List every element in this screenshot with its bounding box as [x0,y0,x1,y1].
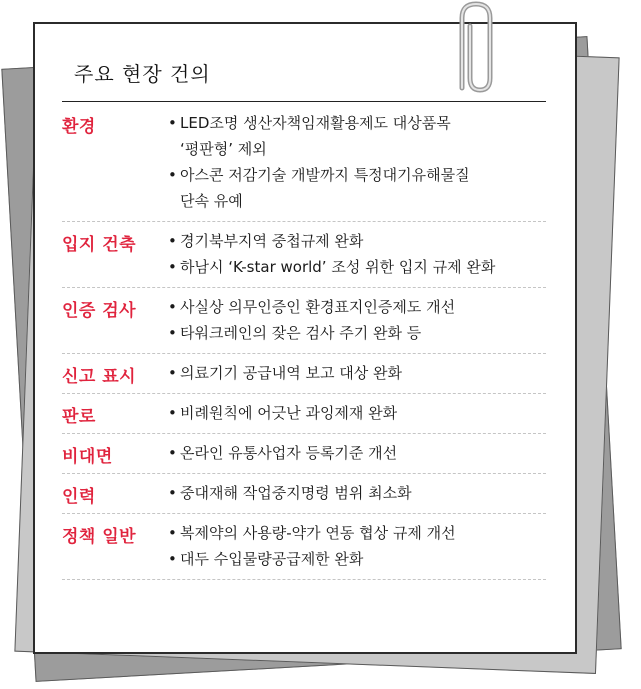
proposal-row [62,474,546,514]
list-item: • 온라인 유통사업자 등록기준 개선 [168,440,546,466]
item-list [168,520,546,572]
proposal-row [62,222,546,288]
list-item: • 대두 수입물량공급제한 완화 [168,546,546,572]
list-item: • 복제약의 사용량-약가 연동 협상 규제 개선 [168,520,546,546]
item-list [168,360,546,386]
list-item: • 사실상 의무인증인 환경표지인증제도 개선 [168,294,546,320]
proposal-row [62,394,546,434]
category-label: 인력 [62,487,96,507]
list-item: • 경기북부지역 중첩규제 완화 [168,228,546,254]
category-label: 입지 건축 [62,235,137,255]
category-label: 판로 [62,407,96,427]
proposal-list [62,104,546,580]
category-label: 비대면 [62,447,113,467]
proposal-row [62,354,546,394]
item-list [168,294,546,346]
title-divider [62,101,546,102]
proposal-row [62,434,546,474]
category-label: 정책 일반 [62,527,137,547]
proposal-row [62,104,546,222]
list-item: • LED조명 생산자책임재활용제도 대상품목 ‘평판형’ 제외 [168,110,546,162]
category-label: 신고 표시 [62,367,137,387]
list-item: • 하남시 ‘K-star world’ 조성 위한 입지 규제 완화 [168,254,546,280]
item-list [168,400,546,426]
list-item: • 중대재해 작업중지명령 범위 최소화 [168,480,546,506]
list-item: • 의료기기 공급내역 보고 대상 완화 [168,360,546,386]
item-list [168,110,546,214]
list-item: • 비례원칙에 어긋난 과잉제재 완화 [168,400,546,426]
list-item: • 아스콘 저감기술 개발까지 특정대기유해물질 단속 유예 [168,162,546,214]
proposal-row [62,514,546,580]
category-label: 인증 검사 [62,301,137,321]
item-list [168,228,546,280]
page-title: 주요 현장 건의 [74,62,211,86]
paperclip-icon [440,0,510,100]
proposal-row [62,288,546,354]
list-item: • 타워크레인의 잦은 검사 주기 완화 등 [168,320,546,346]
item-list [168,440,546,466]
category-label: 환경 [62,117,96,137]
item-list [168,480,546,506]
